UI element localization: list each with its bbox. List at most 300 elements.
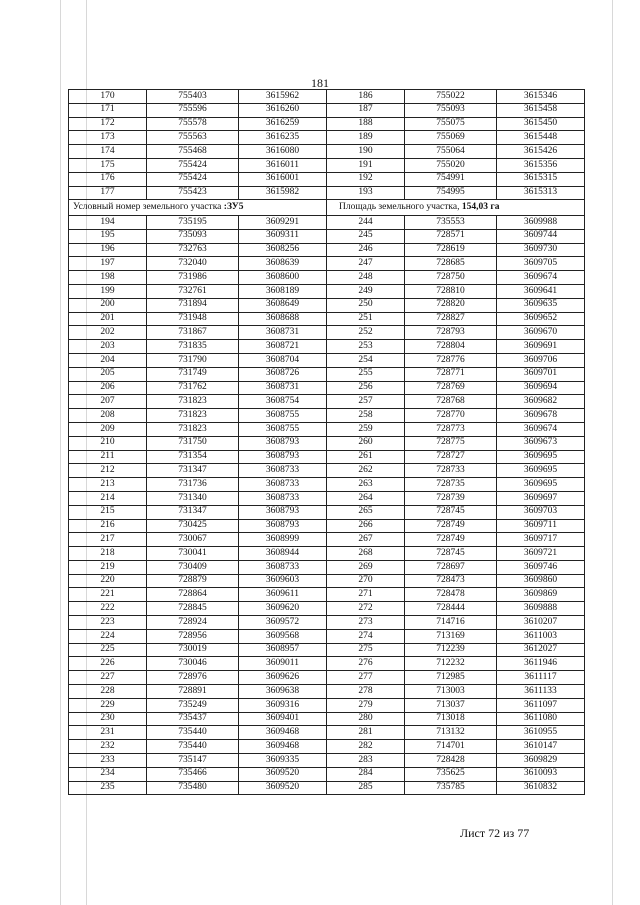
x-coordinate-cell: 728775: [405, 436, 497, 450]
point-number-cell: 223: [69, 616, 147, 630]
x-coordinate-cell: 735147: [147, 754, 239, 768]
y-coordinate-cell: 3608944: [239, 547, 327, 561]
y-coordinate-cell: 3609641: [497, 284, 585, 298]
point-number-cell: 219: [69, 560, 147, 574]
plot-area-value: 154,03 га: [461, 201, 500, 212]
y-coordinate-cell: 3608600: [239, 271, 327, 285]
x-coordinate-cell: 754995: [405, 186, 497, 200]
table-row: [69, 781, 585, 795]
sheet-counter: Лист 72 из 77: [460, 826, 530, 840]
section-header-row: [69, 200, 585, 216]
x-coordinate-cell: 728820: [405, 298, 497, 312]
x-coordinate-cell: 728773: [405, 422, 497, 436]
point-number-cell: 222: [69, 602, 147, 616]
point-number-cell: 228: [69, 685, 147, 699]
y-coordinate-cell: 3608793: [239, 519, 327, 533]
coordinates-bottom-block: [69, 215, 585, 794]
x-coordinate-cell: 728891: [147, 685, 239, 699]
y-coordinate-cell: 3608755: [239, 409, 327, 423]
y-coordinate-cell: 3609520: [239, 767, 327, 781]
y-coordinate-cell: 3608639: [239, 257, 327, 271]
y-coordinate-cell: 3615313: [497, 186, 585, 200]
point-number-cell: 260: [327, 436, 405, 450]
table-row: [69, 712, 585, 726]
x-coordinate-cell: 728771: [405, 367, 497, 381]
point-number-cell: 221: [69, 588, 147, 602]
y-coordinate-cell: 3609311: [239, 229, 327, 243]
point-number-cell: 279: [327, 698, 405, 712]
x-coordinate-cell: 730046: [147, 657, 239, 671]
point-number-cell: 247: [327, 257, 405, 271]
point-number-cell: 190: [327, 145, 405, 159]
x-coordinate-cell: 732763: [147, 243, 239, 257]
point-number-cell: 269: [327, 560, 405, 574]
x-coordinate-cell: 730041: [147, 547, 239, 561]
point-number-cell: 278: [327, 685, 405, 699]
point-number-cell: 277: [327, 671, 405, 685]
x-coordinate-cell: 713132: [405, 726, 497, 740]
x-coordinate-cell: 731340: [147, 491, 239, 505]
y-coordinate-cell: 3611133: [497, 685, 585, 699]
y-coordinate-cell: 3609468: [239, 726, 327, 740]
table-row: [69, 186, 585, 200]
point-number-cell: 249: [327, 284, 405, 298]
point-number-cell: 276: [327, 657, 405, 671]
page-number: 181: [311, 76, 329, 90]
x-coordinate-cell: 728619: [405, 243, 497, 257]
y-coordinate-cell: 3609335: [239, 754, 327, 768]
y-coordinate-cell: 3608957: [239, 643, 327, 657]
y-coordinate-cell: 3609652: [497, 312, 585, 326]
x-coordinate-cell: 730409: [147, 560, 239, 574]
y-coordinate-cell: 3615458: [497, 103, 585, 117]
point-number-cell: 215: [69, 505, 147, 519]
x-coordinate-cell: 728697: [405, 560, 497, 574]
point-number-cell: 216: [69, 519, 147, 533]
y-coordinate-cell: 3609695: [497, 478, 585, 492]
point-number-cell: 170: [69, 90, 147, 104]
point-number-cell: 193: [327, 186, 405, 200]
y-coordinate-cell: 3615356: [497, 158, 585, 172]
point-number-cell: 202: [69, 326, 147, 340]
x-coordinate-cell: 731835: [147, 340, 239, 354]
y-coordinate-cell: 3609829: [497, 754, 585, 768]
y-coordinate-cell: 3608793: [239, 505, 327, 519]
point-number-cell: 213: [69, 478, 147, 492]
y-coordinate-cell: 3616260: [239, 103, 327, 117]
x-coordinate-cell: 731867: [147, 326, 239, 340]
y-coordinate-cell: 3609520: [239, 781, 327, 795]
y-coordinate-cell: 3611946: [497, 657, 585, 671]
x-coordinate-cell: 754991: [405, 172, 497, 186]
x-coordinate-cell: 735195: [147, 215, 239, 229]
point-number-cell: 196: [69, 243, 147, 257]
table-row: [69, 353, 585, 367]
x-coordinate-cell: 735466: [147, 767, 239, 781]
scan-edge-left: [60, 0, 61, 905]
x-coordinate-cell: 731750: [147, 436, 239, 450]
section-header-block: [69, 200, 585, 216]
table-row: [69, 616, 585, 630]
y-coordinate-cell: 3609674: [497, 271, 585, 285]
point-number-cell: 245: [327, 229, 405, 243]
table-row: [69, 560, 585, 574]
x-coordinate-cell: 728776: [405, 353, 497, 367]
point-number-cell: 217: [69, 533, 147, 547]
y-coordinate-cell: 3615450: [497, 117, 585, 131]
y-coordinate-cell: 3608731: [239, 381, 327, 395]
x-coordinate-cell: 731894: [147, 298, 239, 312]
point-number-cell: 280: [327, 712, 405, 726]
y-coordinate-cell: 3609401: [239, 712, 327, 726]
table-row: [69, 519, 585, 533]
x-coordinate-cell: 735553: [405, 215, 497, 229]
table-row: [69, 754, 585, 768]
y-coordinate-cell: 3609568: [239, 629, 327, 643]
point-number-cell: 282: [327, 740, 405, 754]
point-number-cell: 281: [327, 726, 405, 740]
point-number-cell: 266: [327, 519, 405, 533]
point-number-cell: 274: [327, 629, 405, 643]
y-coordinate-cell: 3608793: [239, 450, 327, 464]
x-coordinate-cell: 728827: [405, 312, 497, 326]
x-coordinate-cell: 713018: [405, 712, 497, 726]
y-coordinate-cell: 3609703: [497, 505, 585, 519]
table-row: [69, 131, 585, 145]
x-coordinate-cell: 755596: [147, 103, 239, 117]
y-coordinate-cell: 3616011: [239, 158, 327, 172]
y-coordinate-cell: 3610093: [497, 767, 585, 781]
y-coordinate-cell: 3609011: [239, 657, 327, 671]
table-row: [69, 602, 585, 616]
x-coordinate-cell: 728749: [405, 519, 497, 533]
point-number-cell: 246: [327, 243, 405, 257]
y-coordinate-cell: 3608731: [239, 326, 327, 340]
y-coordinate-cell: 3609670: [497, 326, 585, 340]
x-coordinate-cell: 728685: [405, 257, 497, 271]
y-coordinate-cell: 3609626: [239, 671, 327, 685]
table-row: [69, 298, 585, 312]
y-coordinate-cell: 3608649: [239, 298, 327, 312]
table-row: [69, 145, 585, 159]
point-number-cell: 210: [69, 436, 147, 450]
x-coordinate-cell: 728745: [405, 505, 497, 519]
table-row: [69, 229, 585, 243]
y-coordinate-cell: 3609603: [239, 574, 327, 588]
x-coordinate-cell: 728739: [405, 491, 497, 505]
point-number-cell: 194: [69, 215, 147, 229]
y-coordinate-cell: 3608726: [239, 367, 327, 381]
y-coordinate-cell: 3609694: [497, 381, 585, 395]
x-coordinate-cell: 713003: [405, 685, 497, 699]
point-number-cell: 275: [327, 643, 405, 657]
y-coordinate-cell: 3610207: [497, 616, 585, 630]
y-coordinate-cell: 3609888: [497, 602, 585, 616]
table-row: [69, 574, 585, 588]
point-number-cell: 175: [69, 158, 147, 172]
x-coordinate-cell: 731762: [147, 381, 239, 395]
point-number-cell: 257: [327, 395, 405, 409]
x-coordinate-cell: 712239: [405, 643, 497, 657]
table-row: [69, 340, 585, 354]
y-coordinate-cell: 3609611: [239, 588, 327, 602]
table-row: [69, 436, 585, 450]
table-row: [69, 657, 585, 671]
point-number-cell: 258: [327, 409, 405, 423]
point-number-cell: 283: [327, 754, 405, 768]
point-number-cell: 273: [327, 616, 405, 630]
x-coordinate-cell: 712985: [405, 671, 497, 685]
y-coordinate-cell: 3616080: [239, 145, 327, 159]
point-number-cell: 208: [69, 409, 147, 423]
x-coordinate-cell: 735249: [147, 698, 239, 712]
x-coordinate-cell: 755069: [405, 131, 497, 145]
x-coordinate-cell: 728745: [405, 547, 497, 561]
table-row: [69, 257, 585, 271]
point-number-cell: 173: [69, 131, 147, 145]
point-number-cell: 270: [327, 574, 405, 588]
x-coordinate-cell: 728804: [405, 340, 497, 354]
point-number-cell: 265: [327, 505, 405, 519]
y-coordinate-cell: 3609291: [239, 215, 327, 229]
x-coordinate-cell: 731823: [147, 409, 239, 423]
y-coordinate-cell: 3609674: [497, 422, 585, 436]
plot-number-cell: [69, 200, 327, 216]
x-coordinate-cell: 731347: [147, 505, 239, 519]
point-number-cell: 209: [69, 422, 147, 436]
point-number-cell: 205: [69, 367, 147, 381]
point-number-cell: 225: [69, 643, 147, 657]
point-number-cell: 207: [69, 395, 147, 409]
point-number-cell: 264: [327, 491, 405, 505]
y-coordinate-cell: 3615962: [239, 90, 327, 104]
y-coordinate-cell: 3608256: [239, 243, 327, 257]
y-coordinate-cell: 3615426: [497, 145, 585, 159]
x-coordinate-cell: 730067: [147, 533, 239, 547]
x-coordinate-cell: 728770: [405, 409, 497, 423]
point-number-cell: 188: [327, 117, 405, 131]
point-number-cell: 284: [327, 767, 405, 781]
table-row: [69, 478, 585, 492]
point-number-cell: 226: [69, 657, 147, 671]
point-number-cell: 200: [69, 298, 147, 312]
x-coordinate-cell: 728879: [147, 574, 239, 588]
point-number-cell: 256: [327, 381, 405, 395]
x-coordinate-cell: 713169: [405, 629, 497, 643]
y-coordinate-cell: 3608721: [239, 340, 327, 354]
y-coordinate-cell: 3609620: [239, 602, 327, 616]
table-row: [69, 312, 585, 326]
y-coordinate-cell: 3615346: [497, 90, 585, 104]
point-number-cell: 248: [327, 271, 405, 285]
point-number-cell: 272: [327, 602, 405, 616]
point-number-cell: 252: [327, 326, 405, 340]
x-coordinate-cell: 728810: [405, 284, 497, 298]
table-row: [69, 215, 585, 229]
point-number-cell: 192: [327, 172, 405, 186]
x-coordinate-cell: 730425: [147, 519, 239, 533]
y-coordinate-cell: 3609988: [497, 215, 585, 229]
x-coordinate-cell: 728571: [405, 229, 497, 243]
point-number-cell: 187: [327, 103, 405, 117]
x-coordinate-cell: 731790: [147, 353, 239, 367]
x-coordinate-cell: 731823: [147, 395, 239, 409]
y-coordinate-cell: 3611003: [497, 629, 585, 643]
y-coordinate-cell: 3609711: [497, 519, 585, 533]
table-row: [69, 450, 585, 464]
point-number-cell: 268: [327, 547, 405, 561]
x-coordinate-cell: 714716: [405, 616, 497, 630]
coordinates-top-block: [69, 90, 585, 200]
y-coordinate-cell: 3609682: [497, 395, 585, 409]
y-coordinate-cell: 3609697: [497, 491, 585, 505]
y-coordinate-cell: 3611080: [497, 712, 585, 726]
point-number-cell: 267: [327, 533, 405, 547]
table-row: [69, 409, 585, 423]
point-number-cell: 285: [327, 781, 405, 795]
x-coordinate-cell: 728924: [147, 616, 239, 630]
table-row: [69, 767, 585, 781]
point-number-cell: 206: [69, 381, 147, 395]
y-coordinate-cell: 3608189: [239, 284, 327, 298]
y-coordinate-cell: 3609678: [497, 409, 585, 423]
point-number-cell: 177: [69, 186, 147, 200]
coordinates-table: [68, 89, 585, 795]
y-coordinate-cell: 3610832: [497, 781, 585, 795]
y-coordinate-cell: 3608733: [239, 560, 327, 574]
y-coordinate-cell: 3611097: [497, 698, 585, 712]
point-number-cell: 253: [327, 340, 405, 354]
y-coordinate-cell: 3609701: [497, 367, 585, 381]
y-coordinate-cell: 3615448: [497, 131, 585, 145]
point-number-cell: 262: [327, 464, 405, 478]
x-coordinate-cell: 728864: [147, 588, 239, 602]
x-coordinate-cell: 731736: [147, 478, 239, 492]
x-coordinate-cell: 728750: [405, 271, 497, 285]
x-coordinate-cell: 728727: [405, 450, 497, 464]
point-number-cell: 250: [327, 298, 405, 312]
x-coordinate-cell: 755075: [405, 117, 497, 131]
x-coordinate-cell: 728444: [405, 602, 497, 616]
table-row: [69, 464, 585, 478]
x-coordinate-cell: 713037: [405, 698, 497, 712]
table-row: [69, 533, 585, 547]
x-coordinate-cell: 735480: [147, 781, 239, 795]
y-coordinate-cell: 3615982: [239, 186, 327, 200]
table-row: [69, 103, 585, 117]
point-number-cell: 230: [69, 712, 147, 726]
y-coordinate-cell: 3616001: [239, 172, 327, 186]
y-coordinate-cell: 3609691: [497, 340, 585, 354]
point-number-cell: 212: [69, 464, 147, 478]
y-coordinate-cell: 3608733: [239, 478, 327, 492]
x-coordinate-cell: 755578: [147, 117, 239, 131]
table-row: [69, 422, 585, 436]
table-row: [69, 271, 585, 285]
x-coordinate-cell: 755424: [147, 172, 239, 186]
x-coordinate-cell: 735093: [147, 229, 239, 243]
table-row: [69, 740, 585, 754]
point-number-cell: 254: [327, 353, 405, 367]
y-coordinate-cell: 3615315: [497, 172, 585, 186]
y-coordinate-cell: 3609468: [239, 740, 327, 754]
plot-area-cell: [327, 200, 585, 216]
table-row: [69, 367, 585, 381]
table-row: [69, 243, 585, 257]
y-coordinate-cell: 3609717: [497, 533, 585, 547]
y-coordinate-cell: 3608704: [239, 353, 327, 367]
y-coordinate-cell: 3609316: [239, 698, 327, 712]
x-coordinate-cell: 731948: [147, 312, 239, 326]
x-coordinate-cell: 755093: [405, 103, 497, 117]
table-row: [69, 158, 585, 172]
point-number-cell: 234: [69, 767, 147, 781]
x-coordinate-cell: 755424: [147, 158, 239, 172]
point-number-cell: 263: [327, 478, 405, 492]
table-row: [69, 326, 585, 340]
x-coordinate-cell: 732040: [147, 257, 239, 271]
x-coordinate-cell: 728428: [405, 754, 497, 768]
x-coordinate-cell: 755468: [147, 145, 239, 159]
y-coordinate-cell: 3616235: [239, 131, 327, 145]
point-number-cell: 199: [69, 284, 147, 298]
point-number-cell: 255: [327, 367, 405, 381]
x-coordinate-cell: 728976: [147, 671, 239, 685]
x-coordinate-cell: 732761: [147, 284, 239, 298]
x-coordinate-cell: 731749: [147, 367, 239, 381]
y-coordinate-cell: 3611117: [497, 671, 585, 685]
y-coordinate-cell: 3608999: [239, 533, 327, 547]
point-number-cell: 195: [69, 229, 147, 243]
table-row: [69, 726, 585, 740]
table-row: [69, 90, 585, 104]
x-coordinate-cell: 755020: [405, 158, 497, 172]
plot-number-value: :ЗУ5: [223, 201, 244, 212]
point-number-cell: 174: [69, 145, 147, 159]
x-coordinate-cell: 735437: [147, 712, 239, 726]
point-number-cell: 204: [69, 353, 147, 367]
table-row: [69, 629, 585, 643]
point-number-cell: 172: [69, 117, 147, 131]
point-number-cell: 189: [327, 131, 405, 145]
x-coordinate-cell: 728749: [405, 533, 497, 547]
y-coordinate-cell: 3609635: [497, 298, 585, 312]
y-coordinate-cell: 3609860: [497, 574, 585, 588]
table-row: [69, 643, 585, 657]
x-coordinate-cell: 735440: [147, 740, 239, 754]
x-coordinate-cell: 731347: [147, 464, 239, 478]
table-row: [69, 491, 585, 505]
y-coordinate-cell: 3608754: [239, 395, 327, 409]
y-coordinate-cell: 3612027: [497, 643, 585, 657]
y-coordinate-cell: 3609706: [497, 353, 585, 367]
x-coordinate-cell: 728473: [405, 574, 497, 588]
point-number-cell: 259: [327, 422, 405, 436]
x-coordinate-cell: 731986: [147, 271, 239, 285]
point-number-cell: 261: [327, 450, 405, 464]
point-number-cell: 218: [69, 547, 147, 561]
point-number-cell: 231: [69, 726, 147, 740]
point-number-cell: 186: [327, 90, 405, 104]
x-coordinate-cell: 735625: [405, 767, 497, 781]
x-coordinate-cell: 712232: [405, 657, 497, 671]
point-number-cell: 233: [69, 754, 147, 768]
plot-number-label: Условный номер земельного участка: [73, 201, 222, 212]
y-coordinate-cell: 3609721: [497, 547, 585, 561]
x-coordinate-cell: 731354: [147, 450, 239, 464]
y-coordinate-cell: 3609746: [497, 560, 585, 574]
point-number-cell: 203: [69, 340, 147, 354]
